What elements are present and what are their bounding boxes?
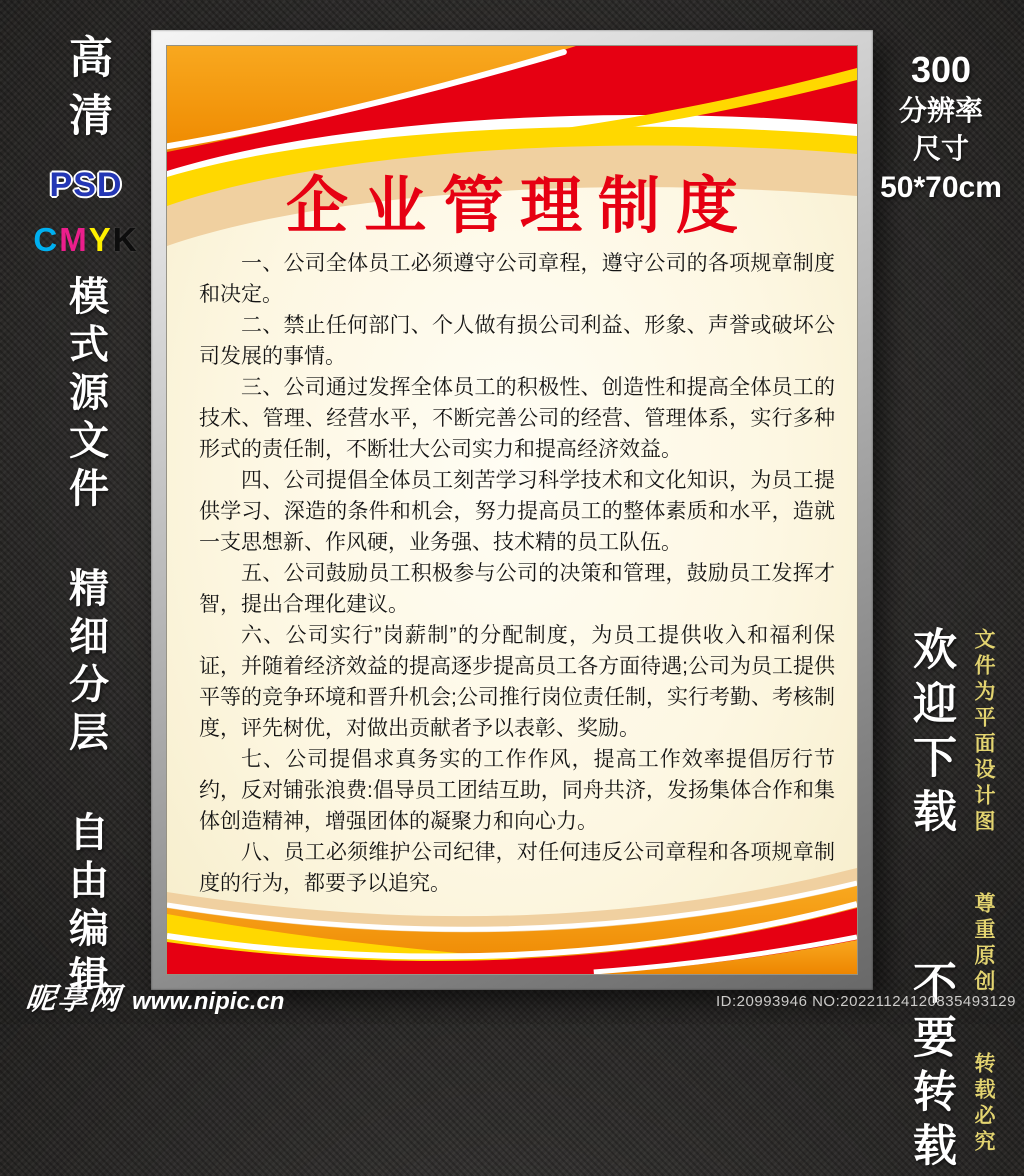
rule-2: 二、禁止任何部门、个人做有损公司利益、形象、声誉或破坏公司发展的事情。 (199, 314, 835, 368)
cmyk-label (33, 221, 138, 259)
site-url: www.nipic.cn (132, 988, 285, 1015)
poster-canvas (166, 45, 858, 975)
copyright-notice-label: 文件为平面设计图 尊重原创 转载必究 (972, 628, 995, 1156)
rule-3: 三、公司通过发挥全体员工的积极性、创造性和提高全体员工的技术、管理、经营水平，不断完善公司的经营、管理体系，实行多种形式的责任制，不断壮大公司实力和提高经济效益。 (199, 376, 835, 461)
poster-rules-text (199, 248, 835, 899)
cmyk-letter-k: K (112, 221, 139, 258)
poster-title: 企业管理制度 (285, 172, 754, 241)
rule-8: 八、员工必须维护公司纪律，对任何违反公司章程和各项规章制度的行为，都要予以追究。 (199, 841, 835, 895)
cmyk-letter-c: C (33, 221, 60, 258)
rule-5: 五、公司鼓励员工积极参与公司的决策和管理，鼓励员工发挥才智，提出合理化建议。 (199, 562, 835, 616)
left-watermark-column (30, 34, 142, 1003)
resolution-label: 分辨率 (898, 95, 983, 126)
size-value: 50*70cm (880, 171, 1002, 204)
right-top-watermark (866, 48, 1016, 208)
image-id-text: ID:20993946 NO:20221124120835493129 (716, 993, 1016, 1010)
download-welcome-label: 欢迎下载 不要转载 (906, 626, 955, 1176)
features-label: 模式源文件 精细分层 自由编辑 (63, 275, 108, 1003)
poster-frame (151, 30, 873, 990)
size-label: 尺寸 (912, 133, 969, 164)
site-logo: 昵享网 (23, 983, 124, 1016)
site-branding (23, 974, 285, 1018)
rule-1: 一、公司全体员工必须遵守公司章程，遵守公司的各项规章制度和决定。 (199, 252, 835, 306)
resolution-value: 300 (910, 49, 972, 90)
rule-6: 六、公司实行”岗薪制”的分配制度，为员工提供收入和福利保证，并随着经济效益的提高逐步提高员工各方面待遇;公司为员工提供平等的竞争环境和晋升机会;公司推行岗位责任制，实行考勤、考核制度，评先树优，对做出贡献者予以表彰、奖励。 (199, 624, 835, 740)
rule-7: 七、公司提倡求真务实的工作作风，提高工作效率提倡厉行节约，反对铺张浪费:倡导员工团结互助，同舟共济，发扬集体合作和集体创造精神，增强团体的凝聚力和向心力。 (199, 748, 835, 833)
rule-4: 四、公司提倡全体员工刻苦学习科学技术和文化知识，为员工提供学习、深造的条件和机会，努力提高员工的整体素质和水平，造就一支思想新、作风硬，业务强、技术精的员工队伍。 (199, 469, 835, 554)
psd-label: PSD (49, 166, 123, 204)
hd-label: 高清 (62, 34, 111, 150)
cmyk-letter-y: Y (88, 221, 113, 258)
cmyk-letter-m: M (59, 221, 89, 258)
